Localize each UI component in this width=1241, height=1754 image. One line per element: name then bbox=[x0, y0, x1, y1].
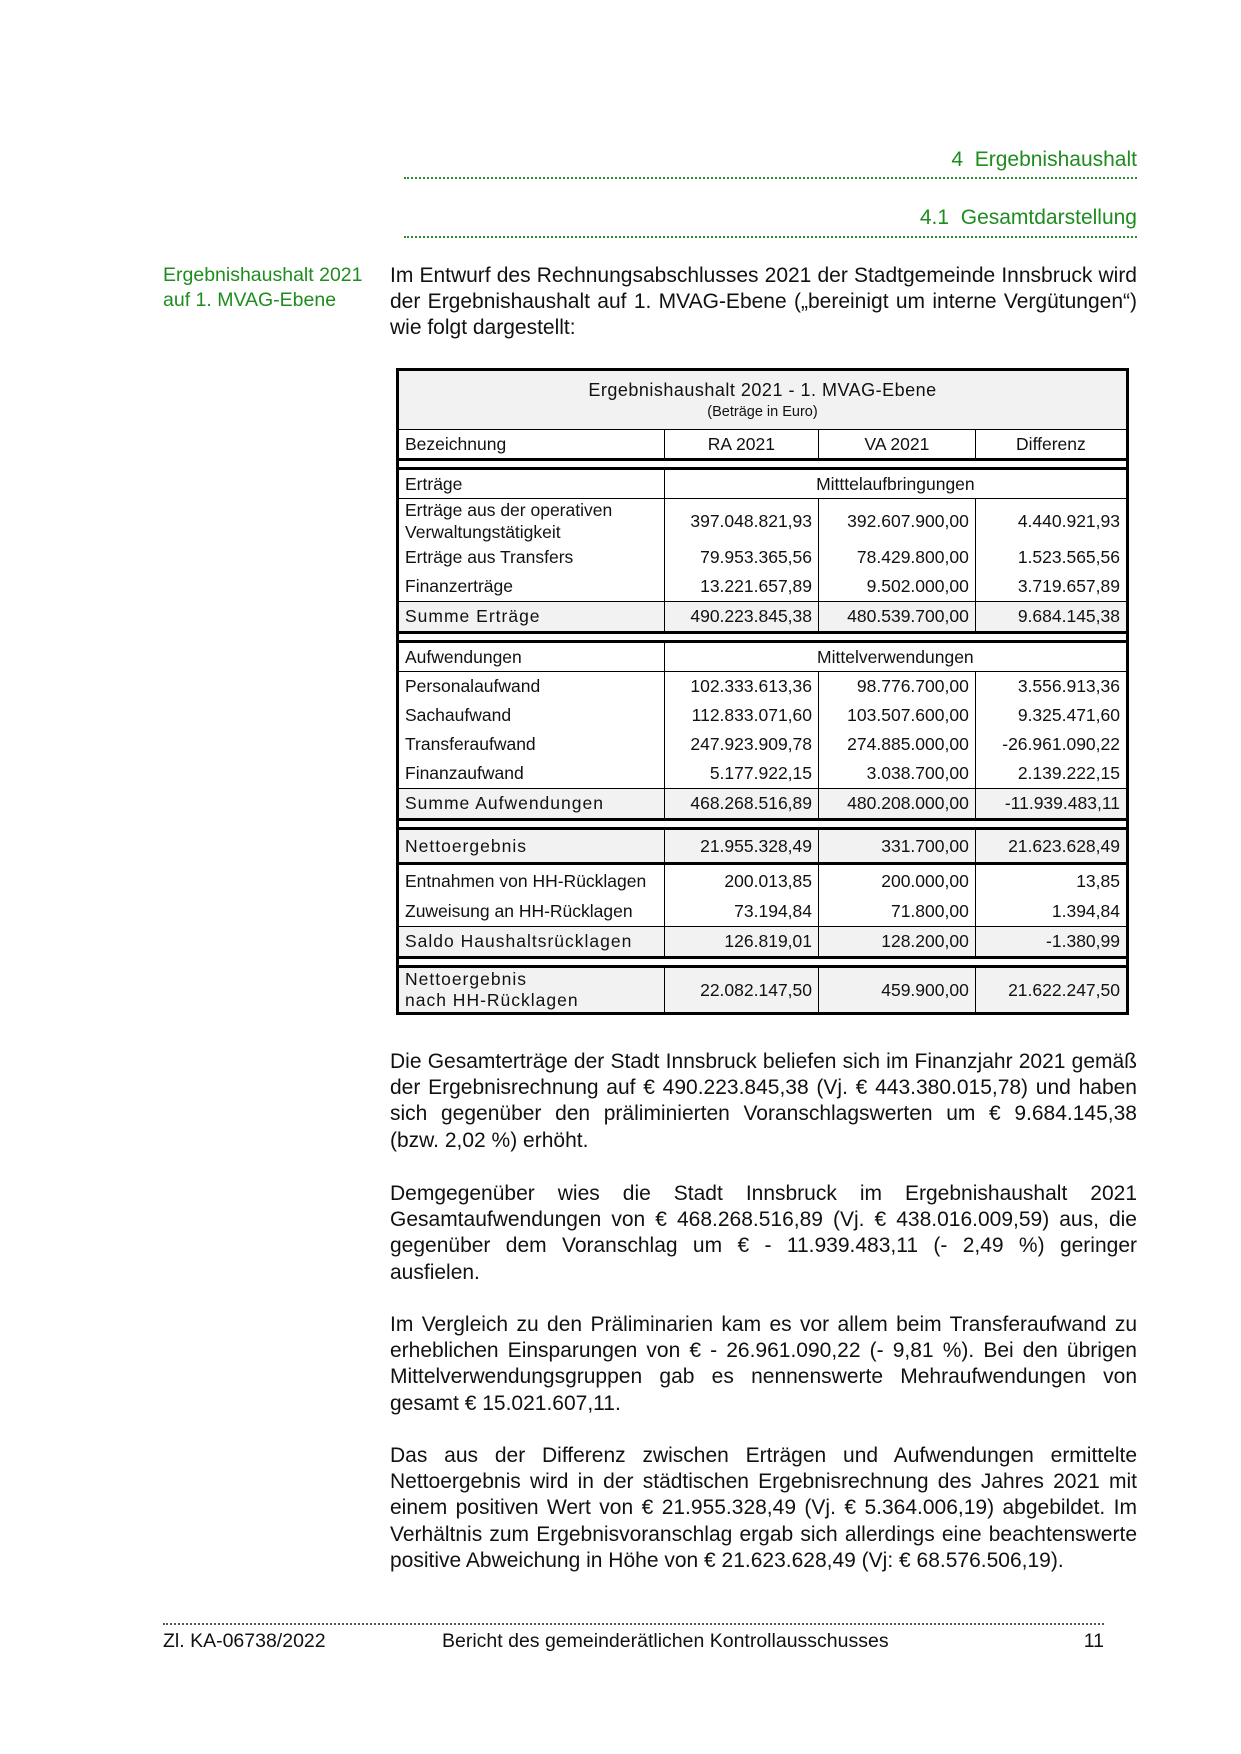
paragraph-expenses: Demgegenüber wies die Stadt Innsbruck im Ergebnishaushalt 2021 Gesamtaufwendungen von € 468.268.516,89 (Vj. € 438.016.009,59) aus, die gegenüber dem Voranschlag um € - 11.939.483,11 (- 2,49 %) geringer ausfielen. bbox=[390, 1182, 1137, 1284]
reserve-saldo-row bbox=[398, 927, 1128, 958]
cell-diff: 3.556.913,36 bbox=[975, 672, 1127, 702]
cell-diff: 9.325.471,60 bbox=[975, 701, 1127, 730]
row-label: Summe Aufwendungen bbox=[398, 789, 665, 820]
row-label: Sachaufwand bbox=[398, 701, 665, 730]
section-divider bbox=[404, 236, 1137, 238]
paragraph-transfers: Im Vergleich zu den Präliminarien kam es vor allem beim Transferaufwand zu erheblichen Einsparungen von € - 26.961.090,22 (- 9,81 %). Bei den übrigen Mittelverwendungsgruppen gab es nennenswerte Mehraufwendungen von gesamt € 15.021.607,11. bbox=[390, 1313, 1137, 1415]
footer-divider bbox=[163, 1623, 1104, 1625]
sum-row-expenses bbox=[398, 789, 1128, 820]
cell-diff: 4.440.921,93 bbox=[975, 499, 1127, 544]
cell-va: 98.776.700,00 bbox=[819, 672, 976, 702]
cell-ra: 126.819,01 bbox=[664, 927, 818, 958]
cell-va: 9.502.000,00 bbox=[819, 572, 976, 602]
paragraph-net-result: Das aus der Differenz zwischen Erträgen und Aufwendungen ermittelte Nettoergebnis wird in der städtischen Ergebnisrechnung des Jahres 2021 mit einem positiven Wert von € 21.955.328,49 (Vj. € 5.364.006,19) abgebildet. Im Verhältnis zum Ergebnisvoranschlag ergab sich allerdings eine beachtenswerte positive Abweichung in Höhe von € 21.623.628,49 (Vj: € 68.576.506,19). bbox=[390, 1444, 1137, 1572]
table-row bbox=[398, 730, 1128, 759]
table-header-row bbox=[398, 430, 1128, 460]
sum-row-income bbox=[398, 602, 1128, 633]
table-title: Ergebnishaushalt 2021 - 1. MVAG-Ebene bbox=[588, 380, 937, 400]
footer-title: Bericht des gemeinderätlichen Kontrollausschusses bbox=[442, 1630, 889, 1652]
cell-diff: 9.684.145,38 bbox=[975, 602, 1127, 633]
cell-ra: 397.048.821,93 bbox=[664, 499, 818, 544]
cell-diff: -1.380,99 bbox=[975, 927, 1127, 958]
results-budget-table bbox=[396, 368, 1129, 1015]
cell-va: 200.000,00 bbox=[819, 864, 976, 898]
row-label: Saldo Haushaltsrücklagen bbox=[398, 927, 665, 958]
row-label: Finanzerträge bbox=[398, 572, 665, 602]
row-label: Personalaufwand bbox=[398, 672, 665, 702]
net-result-row bbox=[398, 829, 1128, 864]
paragraph-income: Die Gesamterträge der Stadt Innsbruck beliefen sich im Finanzjahr 2021 gemäß der Ergebnisrechnung auf € 490.223.845,38 (Vj. € 443.380.015,78) und haben sich gegenüber den präliminierten Voranschlagswerten um € 9.684.145,38 (bzw. 2,02 %) erhöht. bbox=[390, 1050, 1137, 1152]
row-label: Nettoergebnis bbox=[398, 829, 665, 864]
chapter-divider bbox=[404, 177, 1137, 179]
section-group: Mitttelaufbringungen bbox=[664, 469, 1127, 499]
table-row bbox=[398, 864, 1128, 898]
table-title-row bbox=[398, 370, 1128, 430]
table-row bbox=[398, 572, 1128, 602]
table-row bbox=[398, 897, 1128, 927]
margin-note bbox=[163, 263, 383, 313]
cell-ra: 73.194,84 bbox=[664, 897, 818, 927]
cell-va: 78.429.800,00 bbox=[819, 543, 976, 572]
col-header-diff: Differenz bbox=[975, 430, 1127, 460]
cell-ra: 79.953.365,56 bbox=[664, 543, 818, 572]
cell-diff: 13,85 bbox=[975, 864, 1127, 898]
footer-reference: Zl. KA-06738/2022 bbox=[163, 1630, 326, 1652]
row-label: Transferaufwand bbox=[398, 730, 665, 759]
cell-ra: 21.955.328,49 bbox=[664, 829, 818, 864]
cell-va: 480.208.000,00 bbox=[819, 789, 976, 820]
cell-va: 331.700,00 bbox=[819, 829, 976, 864]
margin-note-line2: auf 1. MVAG-Ebene bbox=[163, 289, 337, 311]
cell-diff: 21.623.628,49 bbox=[975, 829, 1127, 864]
cell-ra: 102.333.613,36 bbox=[664, 672, 818, 702]
section-group: Mittelverwendungen bbox=[664, 642, 1127, 672]
chapter-heading: 4 Ergebnishaushalt bbox=[951, 148, 1137, 171]
cell-diff: -11.939.483,11 bbox=[975, 789, 1127, 820]
cell-diff: 2.139.222,15 bbox=[975, 759, 1127, 789]
cell-ra: 247.923.909,78 bbox=[664, 730, 818, 759]
cell-va: 71.800,00 bbox=[819, 897, 976, 927]
row-label-line1: Erträge aus der operativen bbox=[405, 500, 613, 520]
cell-va: 459.900,00 bbox=[819, 967, 976, 1014]
cell-ra: 490.223.845,38 bbox=[664, 602, 818, 633]
cell-va: 128.200,00 bbox=[819, 927, 976, 958]
cell-diff: 21.622.247,50 bbox=[975, 967, 1127, 1014]
row-label: Entnahmen von HH-Rücklagen bbox=[398, 864, 665, 898]
section-row-income bbox=[398, 469, 1128, 499]
cell-ra: 468.268.516,89 bbox=[664, 789, 818, 820]
cell-va: 392.607.900,00 bbox=[819, 499, 976, 544]
col-header-va: VA 2021 bbox=[819, 430, 976, 460]
table-row bbox=[398, 701, 1128, 730]
table-row bbox=[398, 543, 1128, 572]
cell-diff: 1.394,84 bbox=[975, 897, 1127, 927]
col-header-ra: RA 2021 bbox=[664, 430, 818, 460]
table-subtitle: (Beträge in Euro) bbox=[707, 404, 818, 420]
cell-ra: 200.013,85 bbox=[664, 864, 818, 898]
row-label-line2: nach HH-Rücklagen bbox=[405, 990, 579, 1010]
cell-va: 274.885.000,00 bbox=[819, 730, 976, 759]
intro-paragraph: Im Entwurf des Rechnungsabschlusses 2021 der Stadtgemeinde Innsbruck wird der Ergebnishaushalt auf 1. MVAG-Ebene („bereinigt um interne Vergütungen“) wie folgt dargestellt: bbox=[390, 264, 1137, 340]
cell-diff: 3.719.657,89 bbox=[975, 572, 1127, 602]
margin-note-line1: Ergebnishaushalt 2021 bbox=[163, 264, 363, 286]
cell-va: 480.539.700,00 bbox=[819, 602, 976, 633]
col-header-label: Bezeichnung bbox=[398, 430, 665, 460]
cell-ra: 22.082.147,50 bbox=[664, 967, 818, 1014]
section-label: Erträge bbox=[398, 469, 665, 499]
net-after-reserves-row bbox=[398, 967, 1128, 1014]
cell-va: 103.507.600,00 bbox=[819, 701, 976, 730]
page-number: 11 bbox=[1083, 1630, 1104, 1652]
row-label: Summe Erträge bbox=[398, 602, 665, 633]
table-row bbox=[398, 759, 1128, 789]
row-label: Zuweisung an HH-Rücklagen bbox=[398, 897, 665, 927]
section-row-expenses bbox=[398, 642, 1128, 672]
row-label-line2: Verwaltungstätigkeit bbox=[405, 522, 561, 542]
row-label: Finanzaufwand bbox=[398, 759, 665, 789]
table-row bbox=[398, 499, 1128, 544]
cell-ra: 5.177.922,15 bbox=[664, 759, 818, 789]
row-label: Erträge aus Transfers bbox=[398, 543, 665, 572]
section-label: Aufwendungen bbox=[398, 642, 665, 672]
cell-va: 3.038.700,00 bbox=[819, 759, 976, 789]
cell-ra: 112.833.071,60 bbox=[664, 701, 818, 730]
row-label-line1: Nettoergebnis bbox=[405, 969, 527, 989]
section-heading: 4.1 Gesamtdarstellung bbox=[919, 206, 1137, 229]
cell-diff: -26.961.090,22 bbox=[975, 730, 1127, 759]
cell-ra: 13.221.657,89 bbox=[664, 572, 818, 602]
table-row bbox=[398, 672, 1128, 702]
cell-diff: 1.523.565,56 bbox=[975, 543, 1127, 572]
